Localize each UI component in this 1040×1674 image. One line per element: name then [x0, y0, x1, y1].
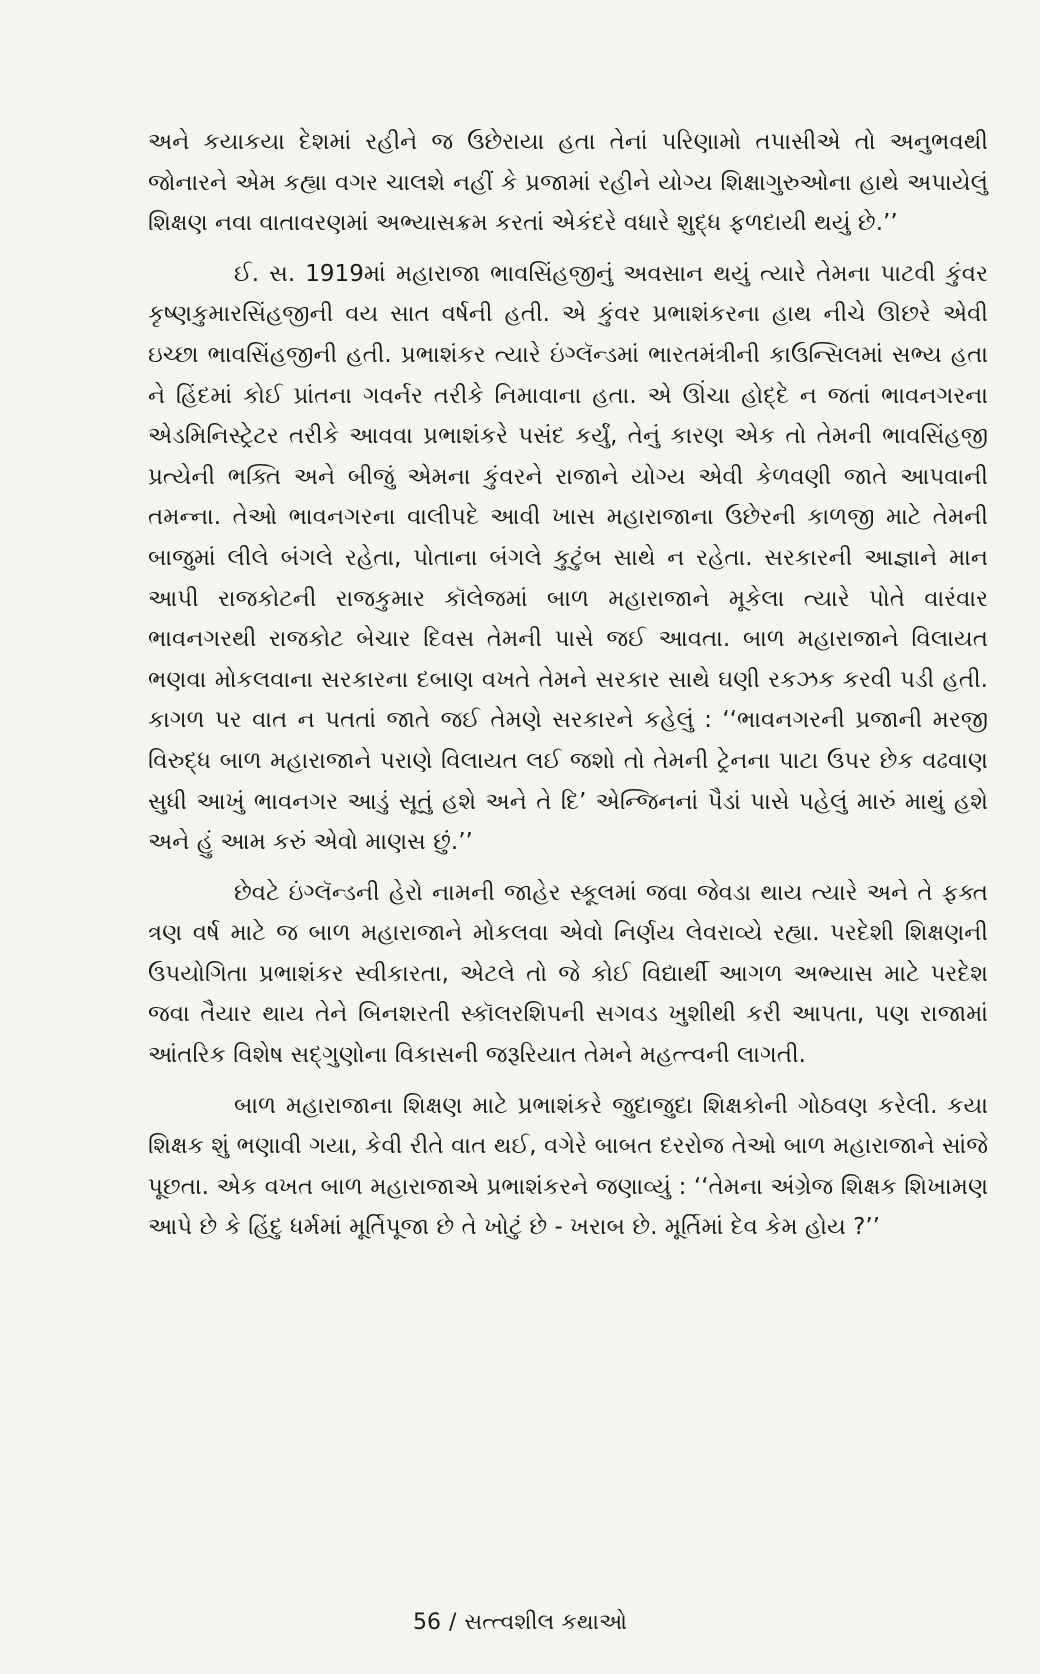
page-footer	[0, 1610, 1040, 1635]
paragraph-4: બાળ મહારાજાના શિક્ષણ માટે પ્રભાશંકરે જુદાજુદા શિક્ષકોની ગોઠવણ કરેલી. કયા શિક્ષક શું ભણાવી ગયા, કેવી રીતે વાત થઈ, વગેરે બાબત દરરોજ તેઓ બાળ મહારાજાને સાંજે પૂછતા. એક વખત બાળ મહારાજાએ પ્રભાશંકરને જણાવ્યું : ‘‘તેમના અંગ્રેજ શિક્ષક શિખામણ આપે છે કે હિંદુ ધર્મમાં મૂર્તિપૂજા છે તે ખોટું છે - ખરાબ છે. મૂર્તિમાં દેવ કેમ હોય ?’’	[148, 1092, 988, 1241]
paragraph-3: છેવટે ઇંગ્લૅન્ડની હેરો નામની જાહેર સ્કૂલમાં જવા જેવડા થાય ત્યારે અને તે ફક્ત ત્રણ વર્ષ માટે જ બાળ મહારાજાને મોકલવા એવો નિર્ણય લેવરાવ્યે રહ્યા. પરદેશી શિક્ષણની ઉપયોગિતા પ્રભાશંકર સ્વીકારતા, એટલે તો જે કોઈ વિદ્યાર્થી આગળ અભ્યાસ માટે પરદેશ જવા તૈયાર થાય તેને બિનશરતી સ્કૉલરશિપની સગવડ ખુશીથી કરી આપતા, પણ રાજામાં આંતરિક વિશેષ સદ્ગુણોના વિકાસની જરૂરિયાત તેમને મહત્ત્વની લાગતી.	[148, 879, 988, 1069]
paragraph-2: ઈ. સ. 1919માં મહારાજા ભાવસિંહજીનું અવસાન થયું ત્યારે તેમના પાટવી કુંવર કૃષ્ણકુમારસિંહજીની વય સાત વર્ષની હતી. એ કુંવર પ્રભાશંકરના હાથ નીચે ઊછરે એવી ઇચ્છા ભાવસિંહજીની હતી. પ્રભાશંકર ત્યારે ઇંગ્લૅન્ડમાં ભારતમંત્રીની કાઉન્સિલમાં સભ્ય હતા ને હિંદમાં કોઈ પ્રાંતના ગવર્નર તરીકે નિમાવાના હતા. એ ઊંચા હોદ્દે ન જતાં ભાવનગરના એડમિનિસ્ટ્રેટર તરીકે આવવા પ્રભાશંકરે પસંદ કર્યું, તેનું કારણ એક તો તેમની ભાવસિંહજી પ્રત્યેની ભક્તિ અને બીજું એમના કુંવરને રાજાને યોગ્ય એવી કેળવણી જાતે આપવાની તમન્ના. તેઓ ભાવનગરના વાલીપદે આવી ખાસ મહારાજાના ઉછેરની કાળજી માટે તેમની બાજુમાં લીલે બંગલે રહેતા, પોતાના બંગલે કુટુંબ સાથે ન રહેતા. સરકારની આજ્ઞાને માન આપી રાજકોટની રાજકુમાર કૉલેજમાં બાળ મહારાજાને મૂકેલા ત્યારે પોતે વારંવાર ભાવનગરથી રાજકોટ બેચાર દિવસ તેમની પાસે જઈ આવતા. બાળ મહારાજાને વિલાયત ભણવા મોકલવાના સરકારના દબાણ વખતે તેમને સરકાર સાથે ઘણી રકઝક કરવી પડી હતી. કાગળ પર વાત ન પતતાં જાતે જઈ તેમણે સરકારને કહેલું : ‘‘ભાવનગરની પ્રજાની મરજી વિરુદ્ધ બાળ મહારાજાને પરાણે વિલાયત લઈ જશો તો તેમની ટ્રેનના પાટા ઉપર છેક વઢવાણ સુધી આખું ભાવનગર આડું સૂતું હશે અને તે દિ’ એન્જિનનાં પૈડાં પાસે પહેલું મારું માથું હશે અને હું આમ કરું એવો માણસ છું.’’	[148, 260, 988, 856]
footer-separator: /	[449, 1610, 457, 1635]
body-text	[148, 122, 988, 1248]
book-title: સત્ત્વશીલ કથાઓ	[464, 1610, 627, 1635]
paragraph-1: અને કયાકયા દેશમાં રહીને જ ઉછેરાયા હતા તેનાં પરિણામો તપાસીએ તો અનુભવથી જોનારને એમ કહ્યા વગર ચાલશે નહીં કે પ્રજામાં રહીને યોગ્ય શિક્ષાગુરુઓના હાથે અપાયેલું શિક્ષણ નવા વાતાવરણમાં અભ્યાસક્રમ કરતાં એકંદરે વધારે શુદ્ધ ફળદાયી થયું છે.’’	[148, 129, 988, 237]
page-number: 56	[413, 1610, 441, 1635]
